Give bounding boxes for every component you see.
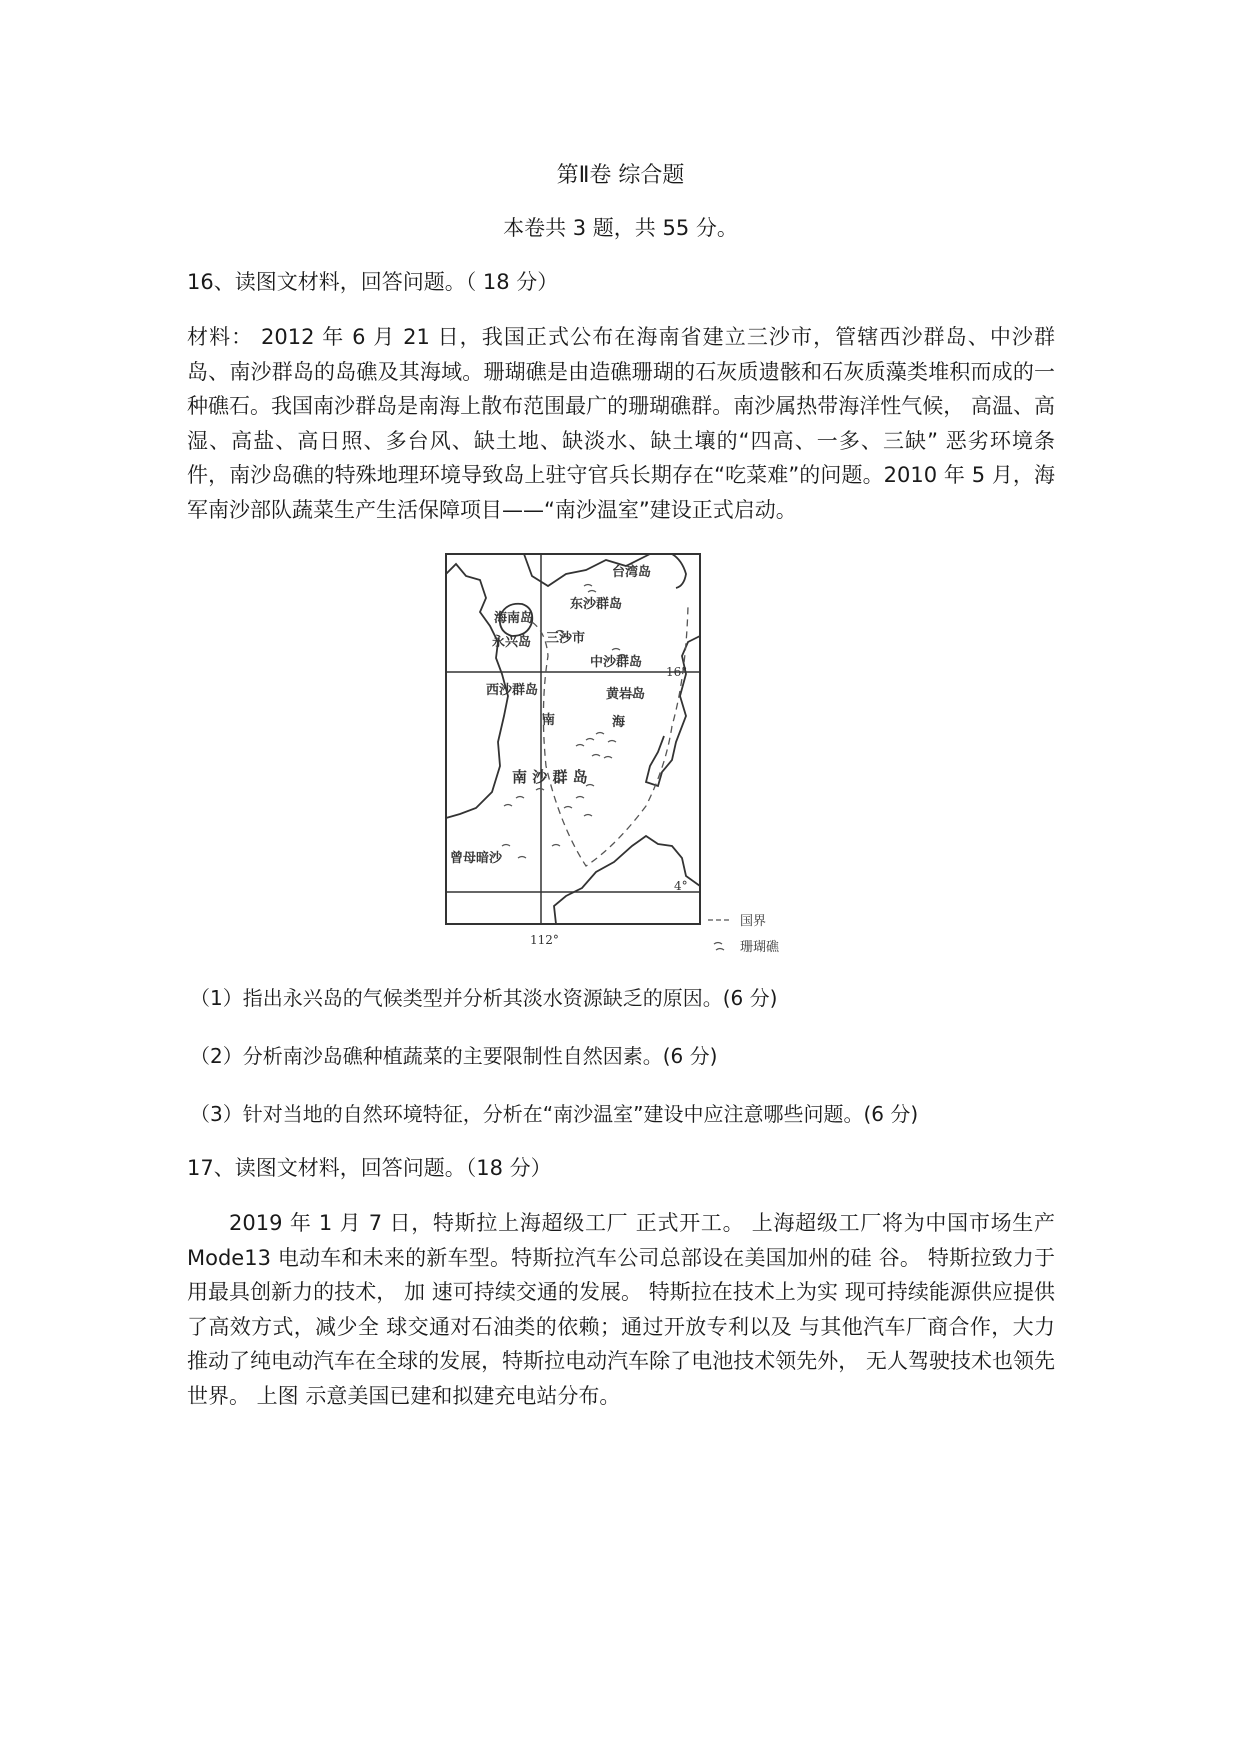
label-zengmu: 曾母暗沙 xyxy=(450,851,503,866)
question-16-heading: 16、读图文材料，回答问题。（ 18 分） xyxy=(187,270,559,294)
question-16-material: 材料： 2012 年 6 月 21 日，我国正式公布在海南省建立三沙市，管辖西沙群岛、中沙群岛、南沙群岛的岛礁及其海域。珊瑚礁是由造礁珊瑚的石灰质遗骸和石灰质藻类堆积而成的一种礁石。我国南沙群岛是南海上散布范围最广的珊瑚礁群。南沙属热带海洋性气候， 高温、高湿、高盐、高日照、多台风、缺土地、缺淡水、缺土壤的“四高、一多、三缺” 恶劣环境条件，南沙岛礁的特殊地理环境导致岛上驻守官兵长期存在“吃菜难”的问题。2010 年 5 月，海军南沙部队蔬菜生产生活保障项目——“南沙温室”建设正式启动。 xyxy=(187,325,1055,522)
label-dongsha: 东沙群岛 xyxy=(570,597,623,612)
philippines-coast xyxy=(646,636,700,786)
label-sansha: 三沙市 xyxy=(546,631,586,646)
question-16-sub-1: （1）指出永兴岛的气候类型并分析其淡水资源缺乏的原因。(6 分) xyxy=(190,986,778,1010)
label-hainan: 海南岛 xyxy=(494,611,534,626)
section-title: 第Ⅱ卷 综合题 xyxy=(556,163,685,188)
label-yongxing: 永兴岛 xyxy=(492,635,532,650)
question-16-sub-3: （3）针对当地的自然环境特征，分析在“南沙温室”建设中应注意哪些问题。(6 分) xyxy=(190,1102,919,1126)
question-17-material: 2019 年 1 月 7 日，特斯拉上海超级工厂 正式开工。 上海超级工厂将为中国市场生产 Mode13 电动车和未来的新车型。特斯拉汽车公司总部设在美国加州的硅 谷。 特斯拉致力于用最具创新力的技术， 加 速可持续交通的发展。 特斯拉在技术上为实 现可持续能源供应提供了高效方式，减少全 球交通对石油类的依赖；通过开放专利以及 与其他汽车厂商合作，大力推动了纯电动汽车在全球的发展，特斯拉电动汽车除了电池技术领先外， 无人驾驶技术也领先世界。 上图 示意美国已建和拟建充电站分布。 xyxy=(187,1211,1055,1408)
label-taiwan: 台湾岛 xyxy=(612,565,652,580)
legend-border-label: 国界 xyxy=(740,914,767,929)
legend-coral-symbol xyxy=(714,943,724,951)
label-zhongsha: 中沙群岛 xyxy=(590,655,643,670)
map-svg xyxy=(436,546,816,956)
degree-16: 16° xyxy=(666,665,688,679)
degree-4: 4° xyxy=(674,879,688,893)
label-xisha: 西沙群岛 xyxy=(486,683,539,698)
question-17-heading: 17、读图文材料，回答问题。（18 分） xyxy=(187,1156,552,1180)
label-nansha: 南 沙 群 岛 xyxy=(512,768,588,786)
legend-coral-label: 珊瑚礁 xyxy=(740,940,780,955)
section-subtitle: 本卷共 3 题，共 55 分。 xyxy=(503,216,738,240)
label-huangyan: 黄岩岛 xyxy=(606,687,646,702)
taiwan-shape xyxy=(672,554,686,588)
degree-112: 112° xyxy=(530,933,559,947)
label-nan: 南 xyxy=(542,713,556,728)
label-hai: 海 xyxy=(612,715,626,730)
question-16-sub-2: （2）分析南沙岛礁种植蔬菜的主要限制性自然因素。(6 分) xyxy=(190,1044,718,1068)
south-china-sea-map xyxy=(436,546,816,956)
